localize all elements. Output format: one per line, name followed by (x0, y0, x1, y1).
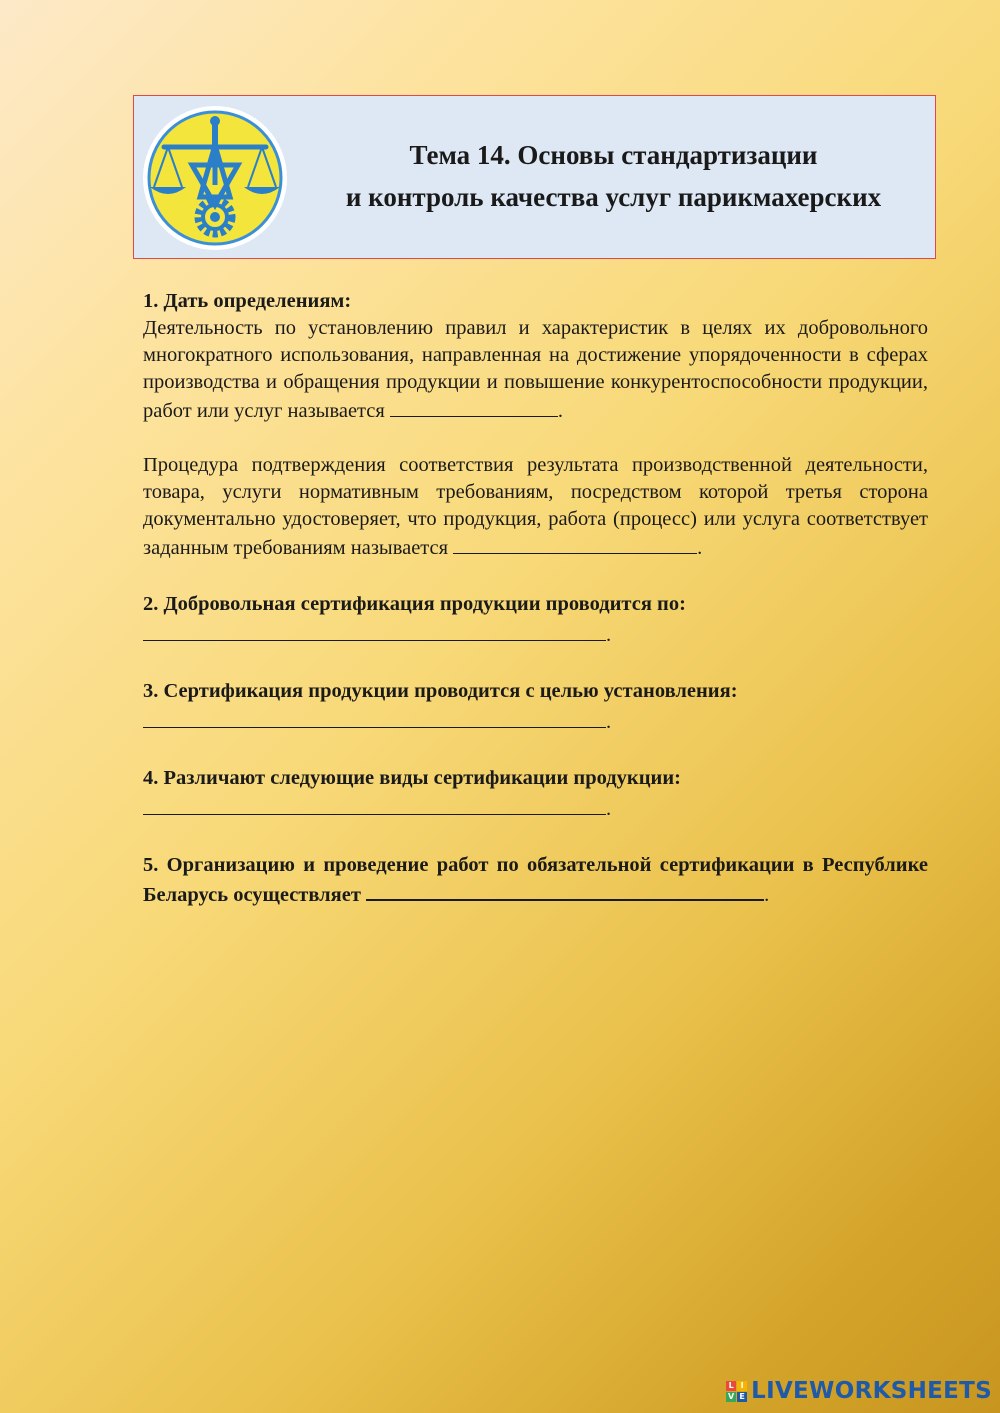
logo-letter-i: I (737, 1381, 747, 1391)
period: . (606, 711, 612, 733)
answer-blank-4[interactable] (143, 705, 606, 728)
period: . (606, 624, 612, 646)
page-title (304, 134, 923, 218)
question-1-paragraph-1 (143, 315, 928, 425)
answer-blank-5[interactable] (143, 792, 606, 815)
question-5-text: 5. Организацию и проведение работ по обязательной сертификации в Республике Беларусь осуществляет (143, 854, 928, 906)
period: . (697, 537, 703, 559)
definition-1-text: Деятельность по установлению правил и характеристик в целях их добровольного многократного использования, направленная на достижение упорядоченности в сферах производства и обращения продукции и повышение конкурентоспособности продукции, работ или услуг называется (143, 317, 928, 422)
question-1-paragraph-2 (143, 452, 928, 562)
period: . (606, 798, 612, 820)
question-4: 4. Различают следующие виды сертификации продукции: (143, 767, 681, 789)
header-box (133, 95, 936, 259)
question-5 (143, 852, 928, 909)
period: . (557, 400, 564, 422)
answer-line-2 (143, 618, 928, 649)
definition-2-text: Процедура подтверждения соответствия результата производственной деятельности, товара, услуги нормативным требованиям, посредством которой третья сторона документально удостоверяет, что продукция, работа (процесс) или услуга соответствует заданным требованиям называется (143, 454, 928, 559)
answer-blank-3[interactable] (143, 618, 606, 641)
brand-name: LIVEWORKSHEETS (751, 1378, 992, 1404)
answer-line-3 (143, 705, 928, 736)
footer-branding (726, 1377, 992, 1405)
logo-letter-l: L (726, 1381, 736, 1391)
title-line-1: Тема 14. Основы стандартизации (409, 140, 818, 170)
question-3: 3. Сертификация продукции проводится с целью установления: (143, 680, 738, 702)
question-2: 2. Добровольная сертификация продукции проводится по: (143, 593, 686, 615)
liveworksheets-logo-icon (726, 1381, 747, 1402)
period: . (764, 884, 770, 906)
answer-blank-2[interactable] (453, 533, 697, 554)
answer-line-4 (143, 792, 928, 823)
logo-letter-v: V (728, 1391, 735, 1401)
logo-letter-e: E (737, 1392, 747, 1402)
standardization-emblem-icon (142, 105, 288, 251)
title-line-2: и контроль качества услуг парикмахерских (345, 182, 882, 212)
answer-blank-6[interactable] (366, 879, 764, 901)
answer-blank-1[interactable] (390, 396, 558, 417)
worksheet-content (143, 288, 928, 909)
question-1-heading: 1. Дать определениям: (143, 290, 352, 312)
